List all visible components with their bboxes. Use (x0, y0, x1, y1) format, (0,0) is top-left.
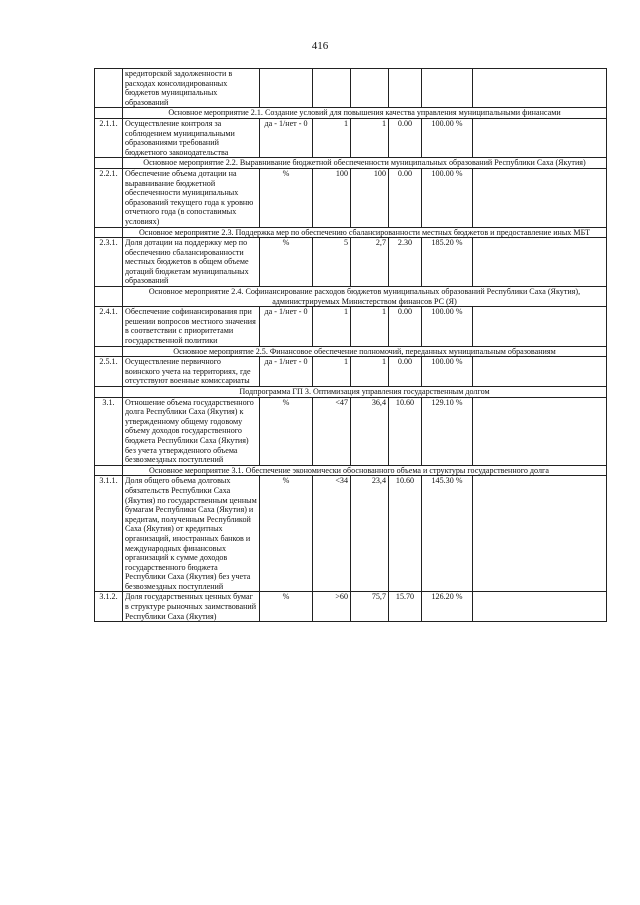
cell-unit: % (260, 238, 313, 287)
section-title: Основное мероприятие 2.5. Финансовое обеспечение полномочий, переданных муниципальным образованиям (123, 346, 607, 357)
cell-deviation: 0.00 (389, 307, 422, 346)
cell-num (95, 465, 123, 476)
cell-num (95, 387, 123, 398)
cell-percent (422, 69, 473, 108)
cell-percent: 100.00 % (422, 357, 473, 387)
cell-unit: да - 1/нет - 0 (260, 307, 313, 346)
cell-deviation: 10.60 (389, 397, 422, 465)
section-title: Основное мероприятие 2.2. Выравнивание бюджетной обеспеченности муниципальных образований Республики Саха (Якутия) (123, 158, 607, 169)
cell-indicator-name: кредиторской задолженности в расходах консолидированных бюджетов муниципальных образований (123, 69, 260, 108)
cell-note (473, 118, 607, 157)
section-title: Основное мероприятие 3.1. Обеспечение экономически обоснованного объема и структуры государственного долга (123, 465, 607, 476)
cell-note (473, 307, 607, 346)
table-row (95, 357, 607, 387)
cell-plan (313, 69, 351, 108)
cell-fact: 1 (351, 357, 389, 387)
cell-note (473, 69, 607, 108)
cell-num (95, 227, 123, 238)
cell-plan: 100 (313, 168, 351, 227)
cell-unit: % (260, 397, 313, 465)
table-row (95, 307, 607, 346)
cell-indicator-name: Обеспечение софинансирования при решении вопросов местного значения в соответствии с приоритетами государственной политики (123, 307, 260, 346)
cell-plan: <34 (313, 476, 351, 592)
table-row (95, 238, 607, 287)
cell-plan: 5 (313, 238, 351, 287)
cell-indicator-name: Доля государственных ценных бумаг в структуре рыночных заимствований Республики Саха (Якутия) (123, 592, 260, 622)
section-row (95, 158, 607, 169)
cell-indicator-name: Доля дотации на поддержку мер по обеспечению сбалансированности местных бюджетов в общем объеме дотаций бюджетам муниципальных образований (123, 238, 260, 287)
table-row (95, 592, 607, 622)
table-row-continuation (95, 69, 607, 108)
section-title: Основное мероприятие 2.1. Создание условий для повышения качества управления муниципальными финансами (123, 108, 607, 119)
cell-percent: 100.00 % (422, 307, 473, 346)
cell-deviation: 2.30 (389, 238, 422, 287)
table-row (95, 168, 607, 227)
cell-num (95, 346, 123, 357)
cell-percent: 145.30 % (422, 476, 473, 592)
cell-unit (260, 69, 313, 108)
section-row (95, 287, 607, 307)
section-row (95, 227, 607, 238)
cell-fact (351, 69, 389, 108)
table-row (95, 118, 607, 157)
page-number: 416 (311, 40, 329, 52)
cell-unit: да - 1/нет - 0 (260, 357, 313, 387)
cell-num: 3.1. (95, 397, 123, 465)
cell-note (473, 397, 607, 465)
subprogram-title: Подпрограмма ГП 3. Оптимизация управления государственным долгом (123, 387, 607, 398)
cell-indicator-name: Обеспечение объема дотации на выравнивание бюджетной обеспеченности муниципальных образований текущего года к уровню отчетного года (в сопоставимых условиях) (123, 168, 260, 227)
cell-indicator-name: Отношение объема государственного долга Республики Саха (Якутия) к утвержденному общему годовому объему доходов государственного бюджета Республики Саха (Якутия) без учета утвержденного объема безвозмездных поступлений (123, 397, 260, 465)
cell-unit: да - 1/нет - 0 (260, 118, 313, 157)
table-row (95, 397, 607, 465)
cell-plan: 1 (313, 118, 351, 157)
indicators-table (94, 68, 607, 622)
cell-fact: 100 (351, 168, 389, 227)
cell-plan: 1 (313, 307, 351, 346)
cell-note (473, 168, 607, 227)
cell-note (473, 357, 607, 387)
section-row (95, 465, 607, 476)
section-row (95, 346, 607, 357)
cell-num: 2.2.1. (95, 168, 123, 227)
cell-percent: 126.20 % (422, 592, 473, 622)
cell-note (473, 476, 607, 592)
cell-deviation: 10.60 (389, 476, 422, 592)
cell-num: 2.3.1. (95, 238, 123, 287)
cell-num: 3.1.2. (95, 592, 123, 622)
section-title: Основное мероприятие 2.3. Поддержка мер по обеспечению сбалансированности местных бюджетов и предоставление иных МБТ (123, 227, 607, 238)
cell-deviation (389, 69, 422, 108)
cell-num (95, 158, 123, 169)
cell-fact: 1 (351, 307, 389, 346)
section-title: Основное мероприятие 2.4. Софинансирование расходов бюджетов муниципальных образований Республики Саха (Якутия), администрируемых Министерством финансов РС (Я) (123, 287, 607, 307)
cell-num: 3.1.1. (95, 476, 123, 592)
cell-fact: 36,4 (351, 397, 389, 465)
cell-unit: % (260, 168, 313, 227)
cell-plan: 1 (313, 357, 351, 387)
cell-plan: <47 (313, 397, 351, 465)
cell-indicator-name: Доля общего объема долговых обязательств Республики Саха (Якутия) по государственным ценным бумагам Республики Саха (Якутия) и кредитам, полученным Республикой Саха (Якутия) от кредитных организаций, иностранных банков и международных финансовых организаций к сумме доходов государственного бюджета Республики Саха (Якутия) без учета безвозмездных поступлений (123, 476, 260, 592)
cell-indicator-name: Осуществление первичного воинского учета на территориях, где отсутствуют военные комиссариаты (123, 357, 260, 387)
cell-fact: 23,4 (351, 476, 389, 592)
cell-unit: % (260, 592, 313, 622)
cell-deviation: 0.00 (389, 118, 422, 157)
cell-deviation: 0.00 (389, 168, 422, 227)
cell-percent: 100.00 % (422, 118, 473, 157)
cell-deviation: 15.70 (389, 592, 422, 622)
cell-num (95, 69, 123, 108)
cell-fact: 75,7 (351, 592, 389, 622)
cell-plan: >60 (313, 592, 351, 622)
cell-percent: 129.10 % (422, 397, 473, 465)
subprogram-row (95, 387, 607, 398)
cell-note (473, 592, 607, 622)
cell-fact: 1 (351, 118, 389, 157)
cell-note (473, 238, 607, 287)
cell-num (95, 108, 123, 119)
cell-deviation: 0.00 (389, 357, 422, 387)
cell-percent: 100.00 % (422, 168, 473, 227)
table-row (95, 476, 607, 592)
table-body (95, 69, 607, 622)
cell-num: 2.5.1. (95, 357, 123, 387)
cell-num (95, 287, 123, 307)
cell-num: 2.1.1. (95, 118, 123, 157)
cell-unit: % (260, 476, 313, 592)
cell-fact: 2,7 (351, 238, 389, 287)
section-row (95, 108, 607, 119)
cell-num: 2.4.1. (95, 307, 123, 346)
cell-percent: 185.20 % (422, 238, 473, 287)
cell-indicator-name: Осуществление контроля за соблюдением муниципальными образованиями требований бюджетного законодательства (123, 118, 260, 157)
